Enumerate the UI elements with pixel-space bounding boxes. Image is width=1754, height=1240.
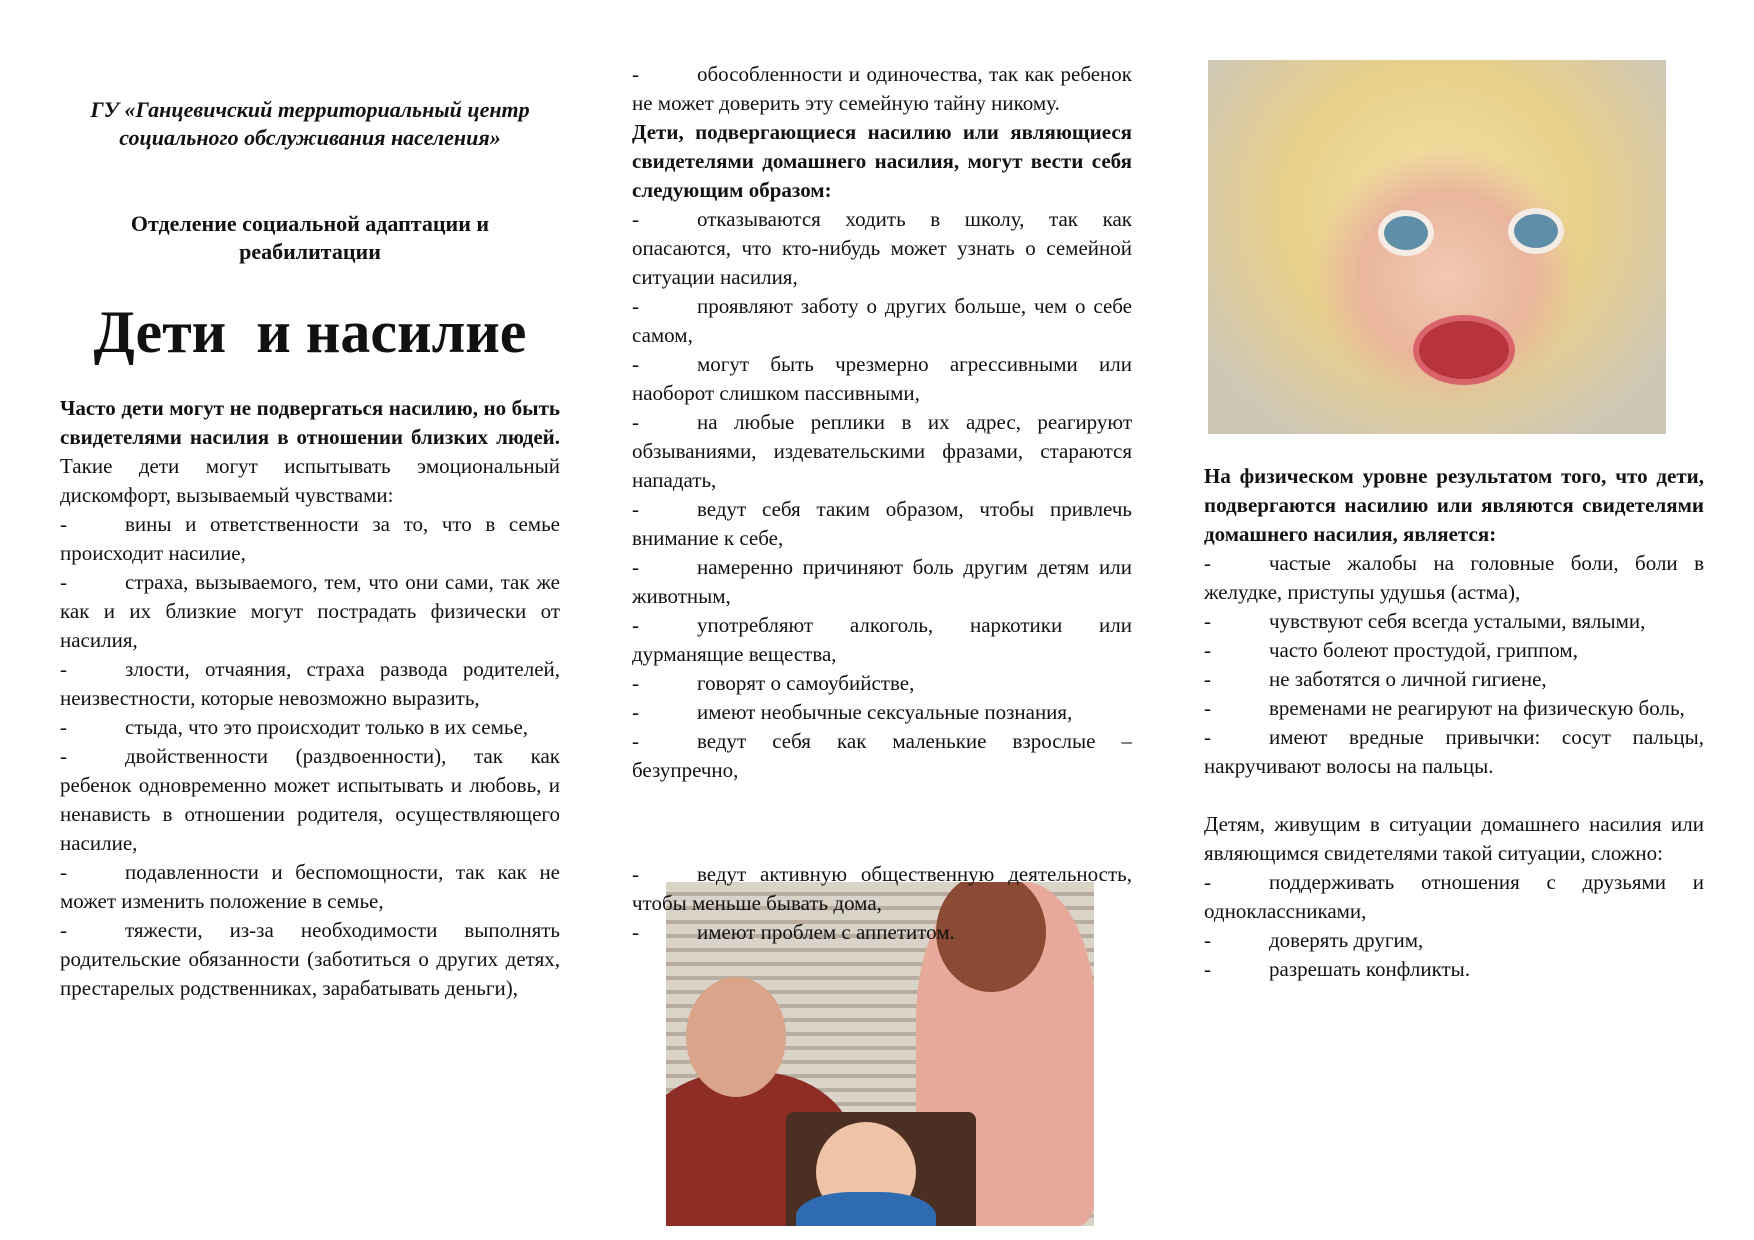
list-item: - имеют вредные привычки: сосут пальцы, накручивают волосы на пальцы. bbox=[1204, 725, 1704, 778]
list-item: - ведут себя таким образом, чтобы привлечь внимание к себе, bbox=[632, 497, 1132, 550]
list-item: - временами не реагируют на физическую боль, bbox=[1204, 696, 1685, 720]
list-item: - обособленности и одиночества, так как ребенок не может доверить эту семейную тайну никому. bbox=[632, 62, 1132, 115]
girl-eye-left bbox=[1378, 210, 1434, 256]
girl-eye-right bbox=[1508, 208, 1564, 254]
list-item: - поддерживать отношения с друзьями и одноклассниками, bbox=[1204, 870, 1704, 923]
list-item: - вины и ответственности за то, что в семье происходит насилие, bbox=[60, 512, 560, 565]
list-item: - ведут активную общественную деятельность, чтобы меньше бывать дома, bbox=[632, 862, 1132, 915]
list-item: - частые жалобы на головные боли, боли в желудке, приступы удушья (астма), bbox=[1204, 551, 1704, 604]
list-item: - имеют необычные сексуальные познания, bbox=[632, 700, 1073, 724]
list-item: - имеют проблем с аппетитом. bbox=[632, 920, 955, 944]
list-item: - стыда, что это происходит только в их семье, bbox=[60, 715, 529, 739]
list-item: - страха, вызываемого, тем, что они сами, так же как и их близкие могут пострадать физически от насилия, bbox=[60, 570, 560, 652]
list-item: - проявляют заботу о других больше, чем о себе самом, bbox=[632, 294, 1132, 347]
list-item: - чувствуют себя всегда усталыми, вялыми, bbox=[1204, 609, 1646, 633]
list-item: - отказываются ходить в школу, так как опасаются, что кто-нибудь может узнать о семейной ситуации насилия, bbox=[632, 207, 1132, 289]
child-body bbox=[796, 1192, 936, 1226]
list-item: - часто болеют простудой, гриппом, bbox=[1204, 638, 1578, 662]
list-item: - доверять другим, bbox=[1204, 928, 1424, 952]
behavior-heading: Дети, подвергающиеся насилию или являющиеся свидетелями домашнего насилия, могут вести себя следующим образом: bbox=[632, 120, 1132, 202]
list-item: - двойственности (раздвоенности), так как ребенок одновременно может испытывать и любовь, и ненависть в отношении родителя, осуществляющего насилие, bbox=[60, 744, 560, 855]
list-item: - не заботятся о личной гигиене, bbox=[1204, 667, 1547, 691]
right-text bbox=[1204, 462, 1704, 984]
department-name: Отделение социальной адаптации и реабилитации bbox=[130, 211, 490, 264]
list-item: - употребляют алкоголь, наркотики или дурманящие вещества, bbox=[632, 613, 1132, 666]
list-item: - ведут себя как маленькие взрослые – безупречно, bbox=[632, 729, 1132, 782]
left-text bbox=[60, 394, 560, 1003]
list-item: - на любые реплики в их адрес, реагируют обзываниями, издевательскими фразами, стараются нападать, bbox=[632, 410, 1132, 492]
girl-mouth bbox=[1413, 315, 1515, 385]
crying-girl-photo bbox=[1208, 60, 1666, 434]
middle-overlay-text bbox=[632, 860, 1132, 947]
intro-rest: Такие дети могут испытывать эмоциональный дискомфорт, вызываемый чувствами: bbox=[60, 454, 560, 507]
list-item: - говорят о самоубийстве, bbox=[632, 671, 915, 695]
list-item: - могут быть чрезмерно агрессивными или наоборот слишком пассивными, bbox=[632, 352, 1132, 405]
organization-name: ГУ «Ганцевичский территориальный центр социального обслуживания населения» bbox=[90, 97, 530, 150]
list-item: - злости, отчаяния, страха развода родителей, неизвестности, которые невозможно выразить, bbox=[60, 657, 560, 710]
intro-paragraph bbox=[60, 394, 560, 510]
intro-bold: Часто дети могут не подвергаться насилию, но быть свидетелями насилия в отношении близких людей. bbox=[60, 396, 560, 449]
list-item: - подавленности и беспомощности, так как не может изменить положение в семье, bbox=[60, 860, 560, 913]
list-item: - разрешать конфликты. bbox=[1204, 957, 1471, 981]
middle-text bbox=[632, 60, 1132, 785]
list-item: - намеренно причиняют боль другим детям или животным, bbox=[632, 555, 1132, 608]
difficulty-paragraph: Детям, живущим в ситуации домашнего насилия или являющимся свидетелями такой ситуации, сложно: bbox=[1204, 812, 1704, 865]
page-title: Дети и насилие bbox=[93, 299, 527, 365]
list-item: - тяжести, из-за необходимости выполнять родительские обязанности (заботиться о других детях, престарелых родственниках, зарабатывать деньги), bbox=[60, 918, 560, 1000]
man-head bbox=[686, 977, 786, 1097]
physical-heading: На физическом уровне результатом того, что дети, подвергаются насилию или являются свидетелями домашнего насилия, является: bbox=[1204, 464, 1704, 546]
